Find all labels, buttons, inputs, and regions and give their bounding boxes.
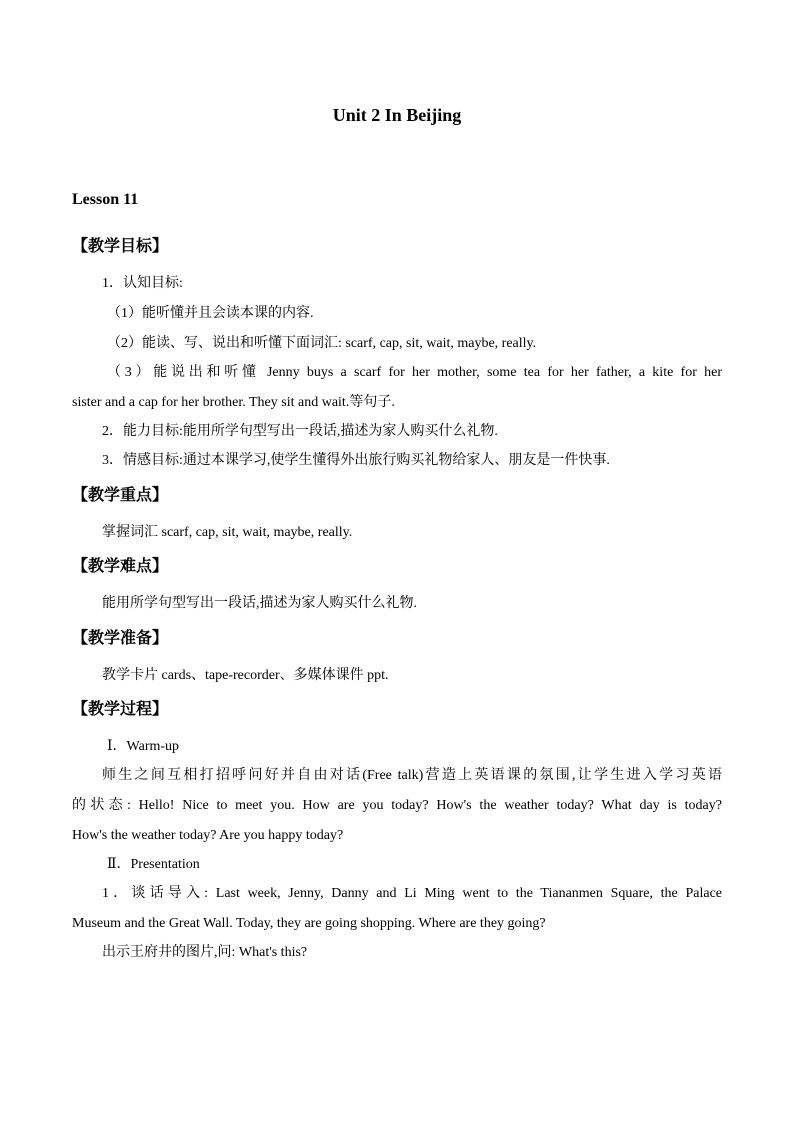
goal-item-1-1: （1）能听懂并且会读本课的内容. <box>107 306 314 321</box>
section-heading-key-points: 【教学重点】 <box>72 485 169 504</box>
document-title: Unit 2 In Beijing <box>332 105 462 125</box>
process-presentation-text-1: 1．谈话导入: Last week, Jenny, Danny and Li Ming went to the Tiananmen Square, the Palace <box>102 886 722 901</box>
section-heading-preparation: 【教学准备】 <box>72 628 169 647</box>
goal-item-1-3-cont: sister and a cap for her brother. They sit and wait.等句子. <box>72 395 395 410</box>
goal-item-1-2: （2）能读、写、说出和听懂下面词汇: scarf, cap, sit, wait, maybe, really. <box>107 336 537 351</box>
section-heading-goals: 【教学目标】 <box>72 236 169 255</box>
goal-item-1-3: （3）能说出和听懂 Jenny buys a scarf for her mother, some tea for her father, a kite for her <box>107 365 722 380</box>
goal-item-3: 3．情感目标:通过本课学习,使学生懂得外出旅行购买礼物给家人、朋友是一件快事. <box>102 453 610 468</box>
goal-item-1: 1．认知目标: <box>102 276 183 291</box>
process-warmup-heading: Ⅰ．Warm-up <box>107 739 180 754</box>
process-presentation-heading: Ⅱ．Presentation <box>107 857 200 872</box>
lesson-heading: Lesson 11 <box>72 191 139 208</box>
process-presentation-text-3: 出示王府井的图片,问: What's this? <box>102 945 308 960</box>
process-warmup-text-2: 的状态: Hello! Nice to meet you. How are you today? How's the weather today? What day is today? <box>72 798 722 813</box>
key-points-text: 掌握词汇 scarf, cap, sit, wait, maybe, really. <box>102 525 353 540</box>
difficulties-text: 能用所学句型写出一段话,描述为家人购买什么礼物. <box>102 596 417 611</box>
process-warmup-text-1: 师生之间互相打招呼问好并自由对话(Free talk)营造上英语课的氛围,让学生进入学习英语 <box>102 768 722 783</box>
preparation-text: 教学卡片 cards、tape-recorder、多媒体课件 ppt. <box>102 668 389 683</box>
goal-item-2: 2．能力目标:能用所学句型写出一段话,描述为家人购买什么礼物. <box>102 424 498 439</box>
process-warmup-text-3: How's the weather today? Are you happy today? <box>72 828 344 843</box>
section-heading-process: 【教学过程】 <box>72 699 169 718</box>
section-heading-difficulties: 【教学难点】 <box>72 556 169 575</box>
process-presentation-text-2: Museum and the Great Wall. Today, they are going shopping. Where are they going? <box>72 916 546 931</box>
